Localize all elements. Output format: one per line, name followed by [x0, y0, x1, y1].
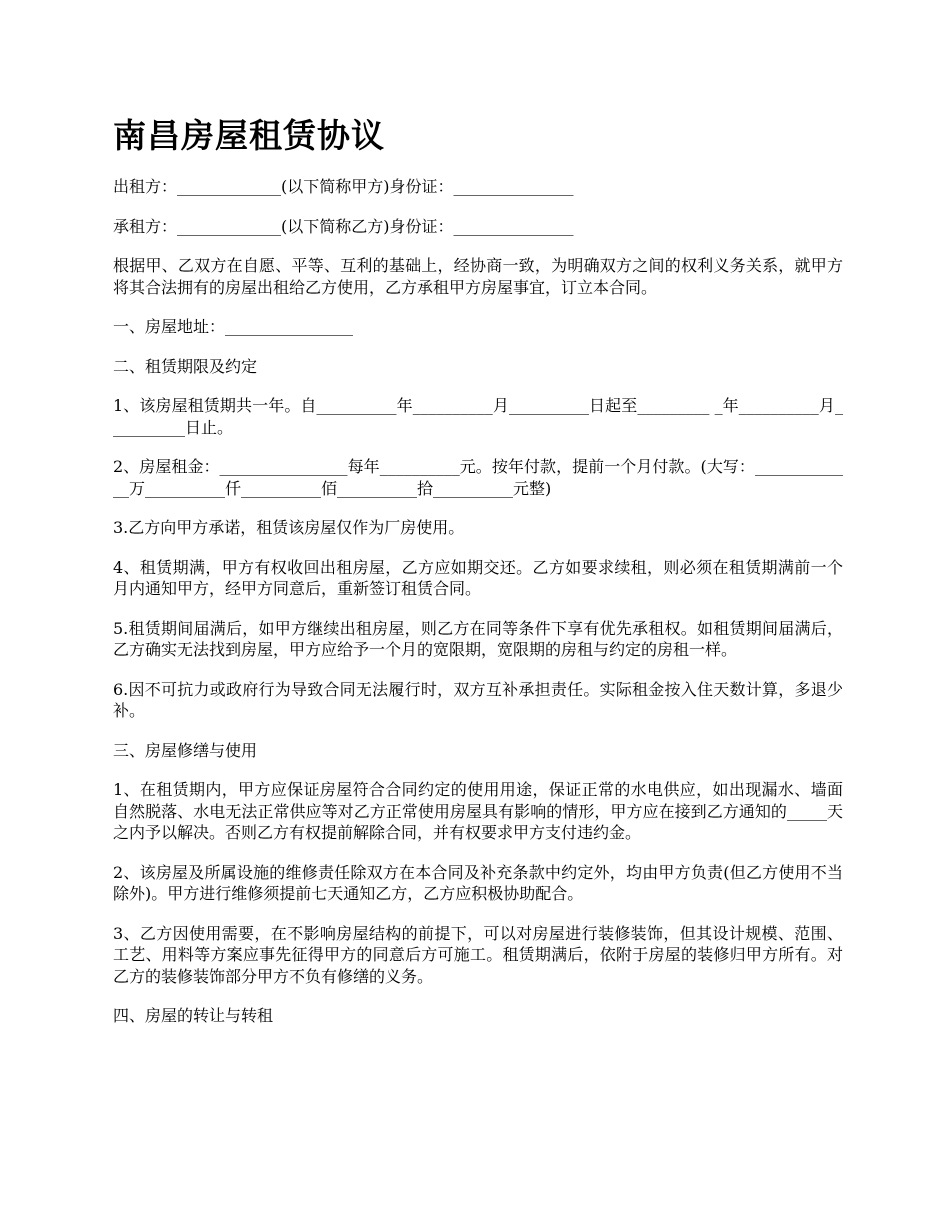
section-lease-term: 二、租赁期限及约定 [113, 356, 258, 376]
clause-priority-rent: 5.租赁期间届满后，如甲方继续出租房屋，则乙方在同等条件下享有优先承租权。如租赁期间届满后，乙方确实无法找到房屋，甲方应给予一个月的宽限期，宽限期的房租与约定的房租一样。 [113, 618, 843, 659]
clause-maintenance: 2、该房屋及所属设施的维修责任除双方在本合同及补充条款中约定外，均由甲方负责(但乙方使用不当除外)。甲方进行维修须提前七天通知乙方，乙方应积极协助配合。 [113, 862, 843, 903]
lessee-line: 承租方：_____________(以下简称乙方)身份证：_______________ [113, 216, 574, 236]
section-transfer-sublease: 四、房屋的转让与转租 [113, 1006, 274, 1025]
clause-decoration: 3、乙方因使用需要，在不影响房屋结构的前提下，可以对房屋进行装修装饰，但其设计规模、范围、工艺、用料等方案应事先征得甲方的同意后方可施工。租赁期满后，依附于房屋的装修归甲方所有。对乙方的装修装饰部分甲方不负有修缮的义务。 [113, 923, 843, 986]
document-title: 南昌房屋租赁协议 [113, 116, 385, 155]
section-house-address: 一、房屋地址：________________ [113, 317, 354, 336]
lessor-line: 出租方：_____________(以下简称甲方)身份证：_______________ [113, 177, 574, 196]
section-repair-use: 三、房屋修缮与使用 [113, 740, 258, 760]
clause-rent: 2、房屋租金：________________每年__________元。按年付款，提前一个月付款。(大写：_____________万__________仟__________佰__________拾__________元整) [113, 457, 843, 498]
document-page [113, 112, 843, 1045]
clause-landlord-guarantee: 1、在租赁期内，甲方应保证房屋符合合同约定的使用用途，保证正常的水电供应，如出现漏水、墙面自然脱落、水电无法正常供应等对乙方正常使用房屋具有影响的情形，甲方应在接到乙方通知的_____天之内予以解决。否则乙方有权提前解除合同，并有权要求甲方支付违约金。 [113, 780, 843, 842]
intro-paragraph: 根据甲、乙双方在自愿、平等、互利的基础上，经协商一致，为明确双方之间的权利义务关系，就甲方将其合法拥有的房屋出租给乙方使用，乙方承租甲方房屋事宜，订立本合同。 [113, 256, 843, 297]
clause-force-majeure: 6.因不可抗力或政府行为导致合同无法履行时，双方互补承担责任。实际租金按入住天数计算，多退少补。 [113, 679, 843, 720]
clause-usage-promise: 3.乙方向甲方承诺，租赁该房屋仅作为厂房使用。 [113, 518, 465, 537]
clause-lease-expiry: 4、租赁期满，甲方有权收回出租房屋，乙方应如期交还。乙方如要求续租，则必须在租赁期满前一个月内通知甲方，经甲方同意后，重新签订租赁合同。 [113, 557, 843, 598]
clause-lease-period: 1、该房屋租赁期共一年。自__________年__________月__________日起至_________ _年__________月__________日止。 [113, 396, 843, 437]
